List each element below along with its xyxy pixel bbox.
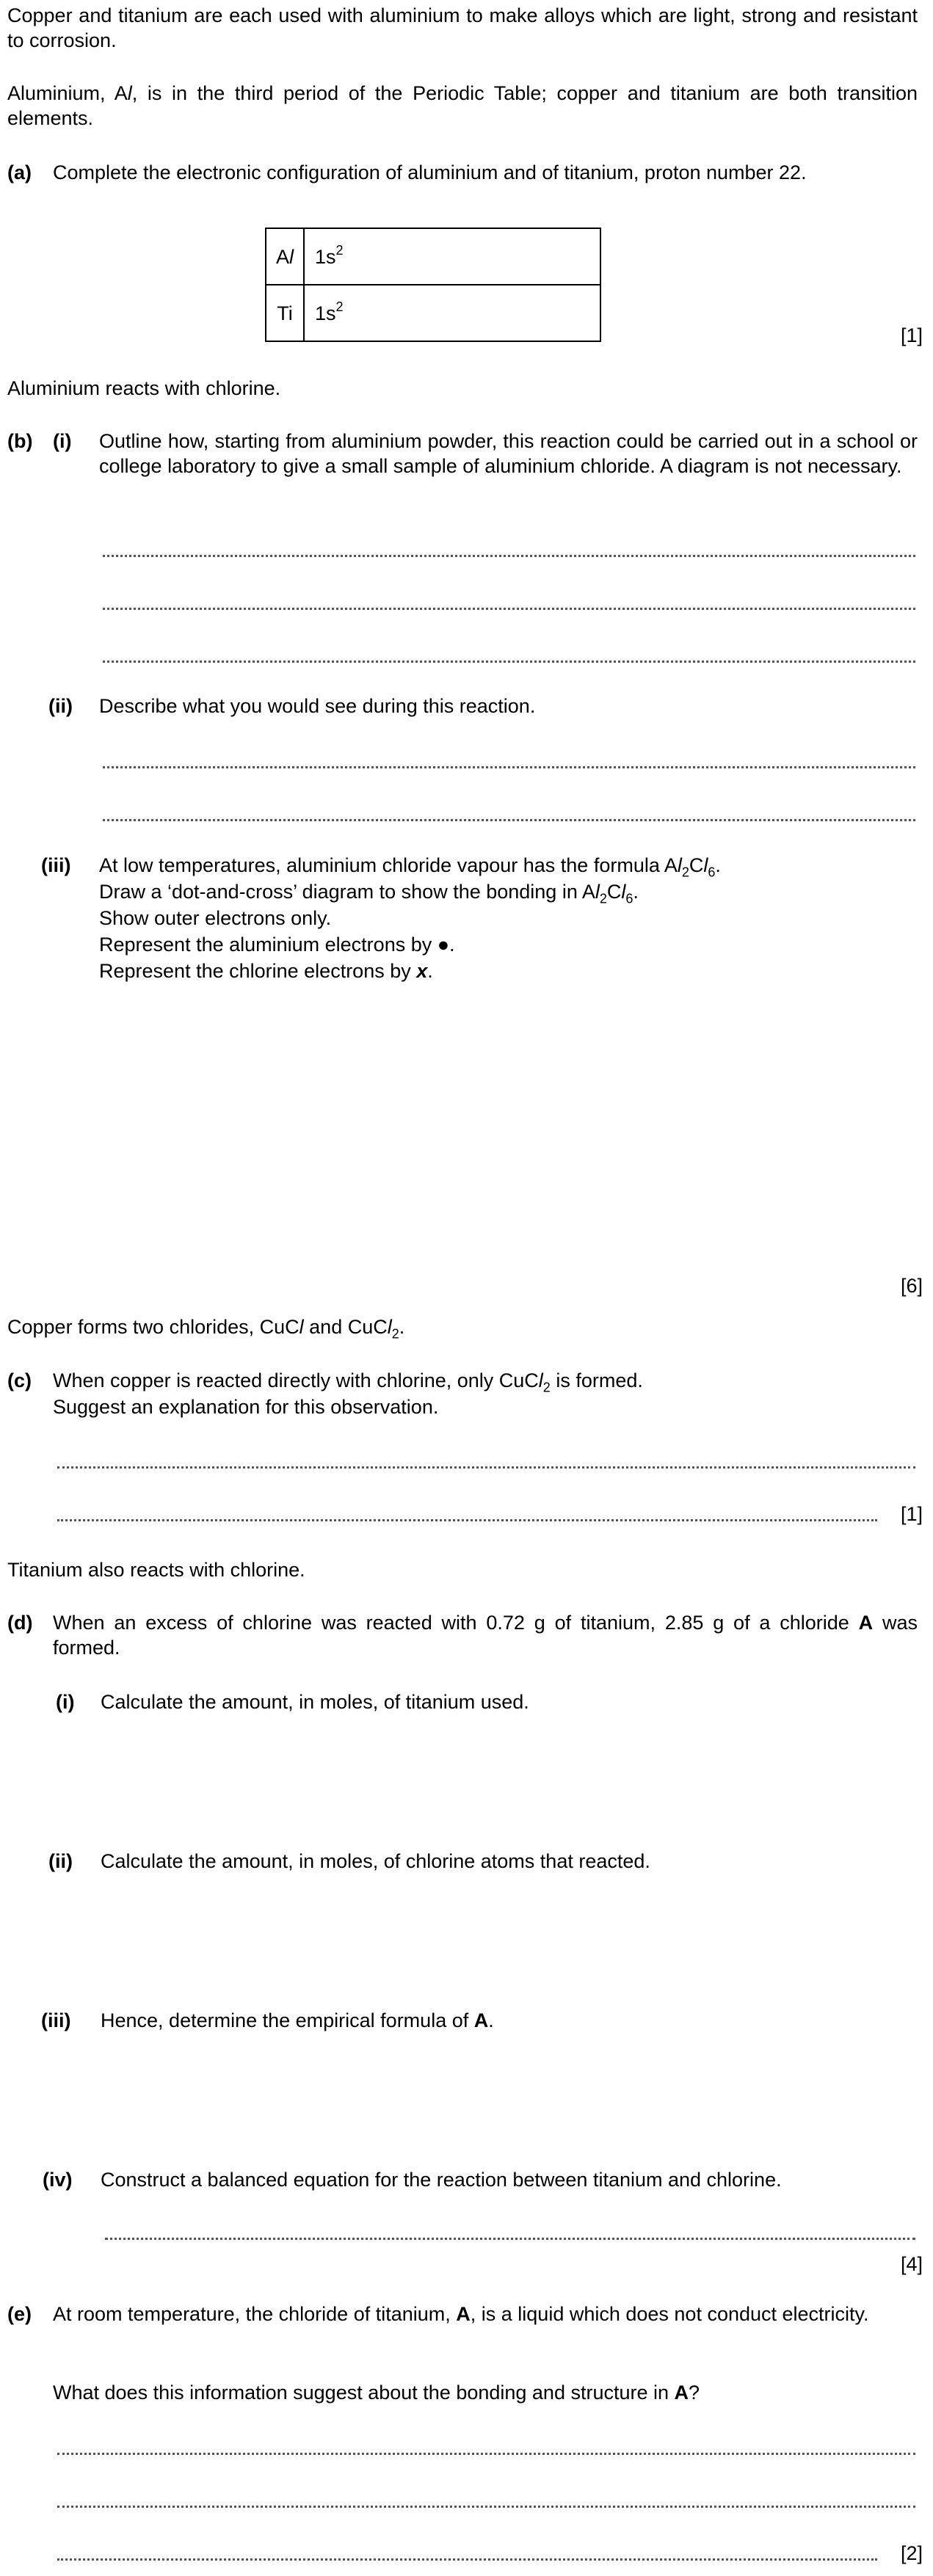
stem-c: Copper forms two chlorides, CuCl and CuCl$_2$. bbox=[7, 1316, 405, 1342]
part-d-marks: [4] bbox=[900, 2253, 923, 2275]
answer-line[interactable] bbox=[57, 2453, 915, 2455]
part-b-ii-label: (ii) bbox=[48, 695, 73, 717]
element-symbol: Al bbox=[266, 228, 304, 285]
part-b-iii-line-5: Represent the chlorine electrons by x. bbox=[99, 960, 433, 982]
part-d-i-label: (i) bbox=[56, 1691, 75, 1713]
answer-line[interactable] bbox=[103, 819, 915, 821]
part-a-question: Complete the electronic configuration of aluminium and of titanium, proton number 22. bbox=[53, 161, 807, 183]
part-e-marks: [2] bbox=[900, 2542, 923, 2564]
part-b-marks: [6] bbox=[900, 1275, 923, 1297]
part-b-iii-line-4: Represent the aluminium electrons by ●. bbox=[99, 934, 455, 956]
answer-line[interactable] bbox=[57, 2558, 877, 2561]
answer-line[interactable] bbox=[103, 766, 915, 768]
answer-line[interactable] bbox=[103, 608, 915, 610]
working-space[interactable] bbox=[101, 2040, 908, 2157]
element-symbol: Ti bbox=[266, 285, 304, 341]
diagram-space[interactable] bbox=[99, 991, 914, 1255]
part-c-marks: [1] bbox=[900, 1503, 923, 1525]
part-e-question: At room temperature, the chloride of titanium, A, is a liquid which does not conduct electricity. bbox=[53, 2303, 869, 2325]
part-d-label: (d) bbox=[7, 1612, 33, 1634]
part-d-iv-question: Construct a balanced equation for the reaction between titanium and chlorine. bbox=[101, 2169, 782, 2191]
part-c-line-1: When copper is reacted directly with chlorine, only CuCl$_2$ is formed. bbox=[53, 1369, 643, 1395]
part-d-question: When an excess of chlorine was reacted with 0.72 g of titanium, 2.85 g of a chloride A was formed. bbox=[53, 1612, 918, 1659]
answer-line[interactable] bbox=[103, 555, 915, 557]
dot-symbol: ● bbox=[437, 934, 450, 956]
answer-line[interactable] bbox=[57, 1519, 877, 1521]
table-row bbox=[266, 285, 600, 341]
cross-symbol: x bbox=[416, 960, 428, 982]
stem-d: Titanium also reacts with chlorine. bbox=[7, 1559, 305, 1581]
working-space[interactable] bbox=[101, 1721, 908, 1838]
config-answer-cell[interactable]: $1s^2$ bbox=[304, 228, 600, 285]
part-c-line-2: Suggest an explanation for this observation. bbox=[53, 1396, 439, 1418]
config-answer-cell[interactable]: $1s^2$ bbox=[304, 285, 600, 341]
part-b-iii-label: (iii) bbox=[41, 854, 71, 876]
part-e-label: (e) bbox=[7, 2303, 32, 2325]
table-row bbox=[266, 228, 600, 285]
part-a-marks: [1] bbox=[900, 324, 923, 346]
part-a-label: (a) bbox=[7, 161, 32, 183]
part-d-iii-label: (iii) bbox=[41, 2009, 71, 2031]
part-d-iv-label: (iv) bbox=[43, 2169, 73, 2191]
intro-text: Copper and titanium are each used with aluminium to make alloys which are light, strong and resistant to corrosion. bbox=[7, 4, 918, 51]
part-b-iii-line-3: Show outer electrons only. bbox=[99, 907, 332, 929]
part-d-ii-question: Calculate the amount, in moles, of chlorine atoms that reacted. bbox=[101, 1850, 650, 1872]
part-d-ii-label: (ii) bbox=[48, 1850, 73, 1872]
part-b-iii-line-1: At low temperatures, aluminium chloride vapour has the formula $Al_2Cl_6$. bbox=[99, 854, 721, 880]
intro-text-2: Aluminium, Al, is in the third period of the Periodic Table; copper and titanium are both transition elements. bbox=[7, 82, 918, 129]
answer-line[interactable] bbox=[105, 2238, 915, 2240]
part-d-i-question: Calculate the amount, in moles, of titanium used. bbox=[101, 1691, 529, 1713]
part-c-label: (c) bbox=[7, 1369, 32, 1391]
part-b-i-question: Outline how, starting from aluminium powder, this reaction could be carried out in a school or college laboratory to give a small sample of aluminium chloride. A diagram is not necessary. bbox=[99, 430, 918, 477]
working-space[interactable] bbox=[101, 1880, 908, 1998]
answer-line[interactable] bbox=[57, 2506, 915, 2508]
part-b-iii-line-2: Draw a ‘dot-and-cross’ diagram to show the bonding in $Al_2Cl_6$. bbox=[99, 881, 639, 906]
part-e-prompt: What does this information suggest about the bonding and structure in A? bbox=[53, 2382, 700, 2404]
part-b-ii-question: Describe what you would see during this reaction. bbox=[99, 695, 536, 717]
answer-line[interactable] bbox=[103, 661, 915, 663]
electron-config-table bbox=[265, 228, 601, 342]
part-b-i-label: (i) bbox=[53, 430, 72, 452]
stem-b: Aluminium reacts with chlorine. bbox=[7, 377, 281, 399]
part-b-label: (b) bbox=[7, 430, 33, 452]
part-d-iii-question: Hence, determine the empirical formula of A. bbox=[101, 2009, 494, 2031]
answer-line[interactable] bbox=[57, 1466, 915, 1469]
